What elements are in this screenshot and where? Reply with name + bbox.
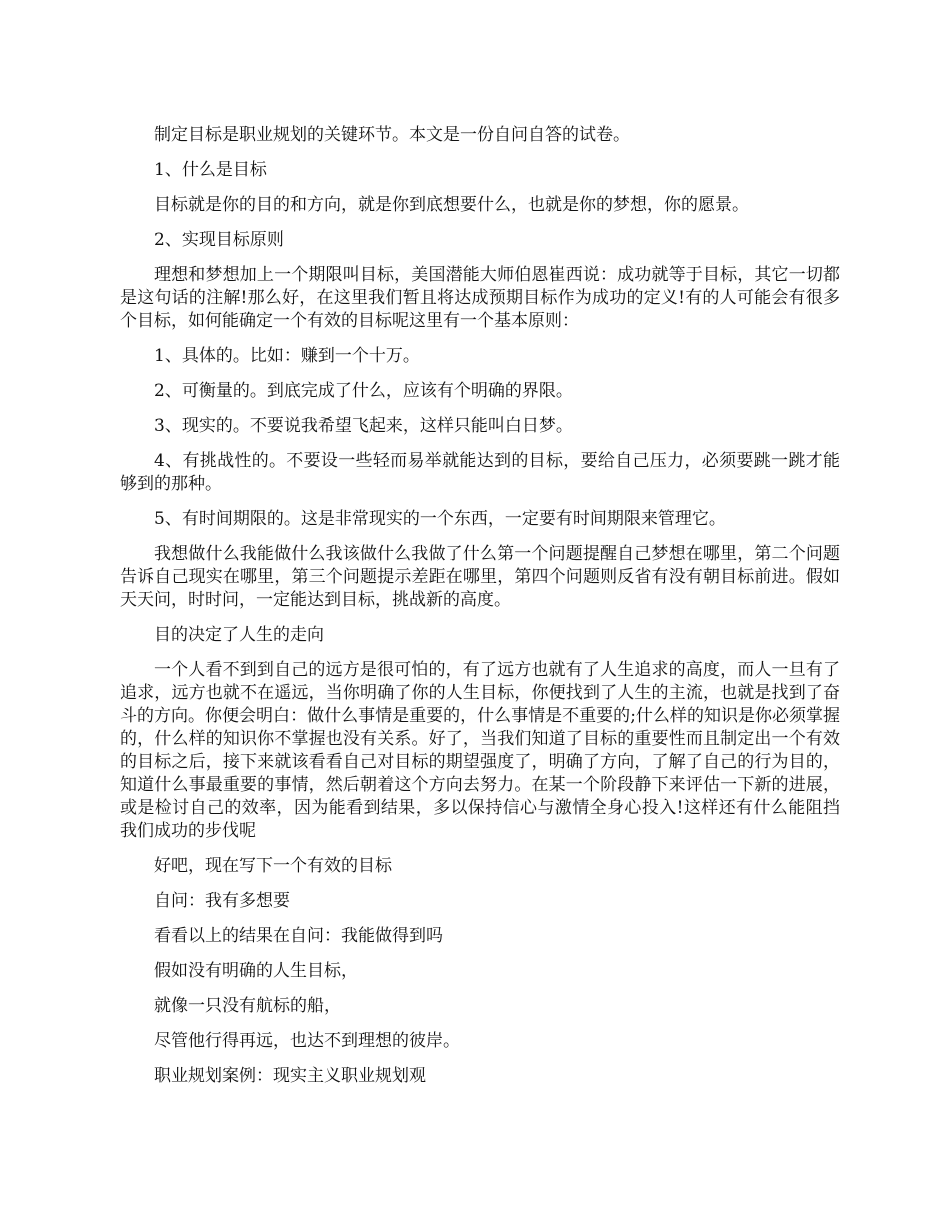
- self-question-paragraph: 自问：我有多想要: [154, 891, 290, 911]
- intro-paragraph: 制定目标是职业规划的关键环节。本文是一份自问自答的试卷。: [154, 125, 630, 145]
- write-goal-paragraph: 好吧，现在写下一个有效的目标: [154, 856, 392, 876]
- case-title-paragraph: 职业规划案例：现实主义职业规划观: [154, 1066, 426, 1086]
- purpose-paragraph: 一个人看不到到自己的远方是很可怕的，有了远方也就有了人生追求的高度，而人一旦有了追求，远方也就不在遥远，当你明确了你的人生目标，你便找到了人生的主流，也就是找到了奋斗的方向。你便会明白：做什么事情是重要的，什么事情是不重要的;什么样的知识是你必须掌握的，什么样的知识你不掌握也没有关系。好了，当我们知道了目标的重要性而且制定出一个有效的目标之后，接下来就该看看自己对目标的期望强度了，明确了方向，了解了自己的行为目的，知道什么事最重要的事情，然后朝着这个方向去努力。在某一个阶段静下来评估一下新的进展，或是检讨自己的效率，因为能看到结果，多以保持信心与激情全身心投入!这样还有什么能阻挡我们成功的步伐呢: [120, 660, 840, 841]
- four-questions-paragraph: 我想做什么我能做什么我该做什么我做了什么第一个问题提醒自己梦想在哪里，第二个问题告诉自己现实在哪里，第三个问题提示差距在哪里，第四个问题则反省有没有朝目标前进。假如天天问，时时问，一定能达到目标，挑战新的高度。: [120, 544, 840, 610]
- self-check-paragraph: 看看以上的结果在自问：我能做得到吗: [154, 926, 443, 946]
- principle-item-realistic: 3、现实的。不要说我希望飞起来，这样只能叫白日梦。: [154, 416, 573, 436]
- principles-intro-paragraph: 理想和梦想加上一个期限叫目标，美国潜能大师伯恩崔西说：成功就等于目标，其它一切都是这句话的注解!那么好，在这里我们暂且将达成预期目标作为成功的定义!有的人可能会有很多个目标，如何能确定一个有效的目标呢这里有一个基本原则：: [120, 265, 840, 331]
- verse-line-3: 尽管他行得再远，也达不到理想的彼岸。: [154, 1031, 460, 1051]
- document-body: [120, 124, 840, 1100]
- verse-line-1: 假如没有明确的人生目标，: [154, 961, 358, 981]
- principle-item-specific: 1、具体的。比如：赚到一个十万。: [154, 346, 420, 366]
- section-heading-purpose: 目的决定了人生的走向: [154, 625, 324, 645]
- verse-line-2: 就像一只没有航标的船，: [154, 996, 341, 1016]
- principle-item-challenging: 4、有挑战性的。不要设一些轻而易举就能达到的目标，要给自己压力，必须要跳一跳才能够到的那种。: [120, 451, 840, 494]
- section-heading-goal-principles: 2、实现目标原则: [154, 230, 284, 250]
- principle-item-time-bound: 5、有时间期限的。这是非常现实的一个东西，一定要有时间期限来管理它。: [154, 509, 726, 529]
- goal-definition-paragraph: 目标就是你的目的和方向，就是你到底想要什么，也就是你的梦想，你的愿景。: [154, 195, 749, 215]
- principle-item-measurable: 2、可衡量的。到底完成了什么，应该有个明确的界限。: [154, 381, 573, 401]
- section-heading-what-is-goal: 1、什么是目标: [154, 160, 267, 180]
